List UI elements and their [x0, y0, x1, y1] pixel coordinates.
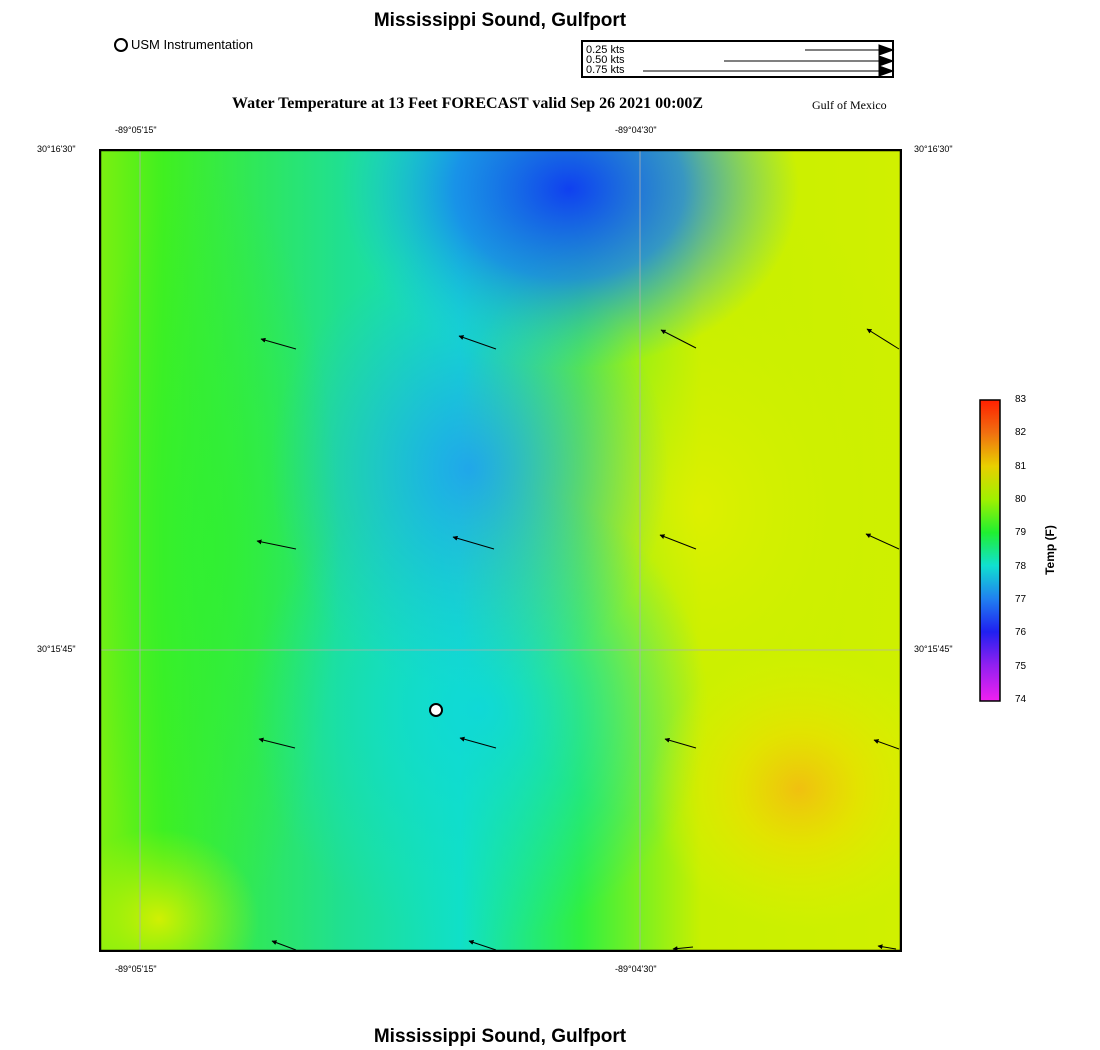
- colorbar-tick: 79: [1015, 527, 1027, 538]
- station-legend-label: USM Instrumentation: [131, 37, 254, 52]
- colorbar-label: Temp (F): [1043, 525, 1057, 575]
- map-footer-title: Mississippi Sound, Gulfport: [373, 1026, 627, 1047]
- map-title: Mississippi Sound, Gulfport: [373, 10, 627, 31]
- colorbar-tick: 82: [1015, 427, 1027, 438]
- lat-tick-left-1: 30°16'30": [37, 144, 76, 154]
- station-marker-icon: [114, 38, 128, 52]
- colorbar-tick: 74: [1015, 694, 1027, 705]
- station-legend: [114, 37, 253, 52]
- region-label: Gulf of Mexico: [812, 98, 887, 112]
- colorbar-tick: 78: [1015, 561, 1027, 572]
- lat-tick-right-2: 30°15'45": [914, 644, 953, 654]
- colorbar-tick: 80: [1015, 494, 1027, 505]
- current-speed-legend: [581, 40, 894, 78]
- speed-legend-label-2: 0.50 kts: [586, 54, 625, 66]
- colorbar-tick: 77: [1015, 594, 1027, 605]
- colorbar-tick: 76: [1015, 627, 1027, 638]
- colorbar-tick: 81: [1015, 461, 1027, 472]
- lon-tick-top-1: -89°05'15": [115, 125, 157, 135]
- speed-legend-arrows: [583, 42, 896, 80]
- speed-legend-label-3: 0.75 kts: [586, 64, 625, 76]
- lon-tick-bottom-1: -89°05'15": [115, 964, 157, 974]
- lat-tick-left-2: 30°15'45": [37, 644, 76, 654]
- lon-tick-top-2: -89°04'30": [615, 125, 657, 135]
- lat-tick-right-1: 30°16'30": [914, 144, 953, 154]
- map-subtitle: Water Temperature at 13 Feet FORECAST valid Sep 26 2021 00:00Z: [232, 95, 704, 112]
- colorbar-gradient: [980, 400, 1000, 701]
- temperature-map[interactable]: [99, 149, 902, 952]
- lon-tick-bottom-2: -89°04'30": [615, 964, 657, 974]
- usm-station-marker[interactable]: [430, 704, 442, 716]
- speed-arrowhead-025: [879, 45, 893, 55]
- temperature-colorbar: [978, 398, 1002, 703]
- colorbar-tick: 75: [1015, 661, 1027, 672]
- speed-arrowhead-050: [879, 56, 893, 66]
- speed-legend-label-1: 0.25 kts: [586, 44, 625, 56]
- colorbar-tick: 83: [1015, 394, 1027, 405]
- speed-arrowhead-075: [879, 66, 893, 76]
